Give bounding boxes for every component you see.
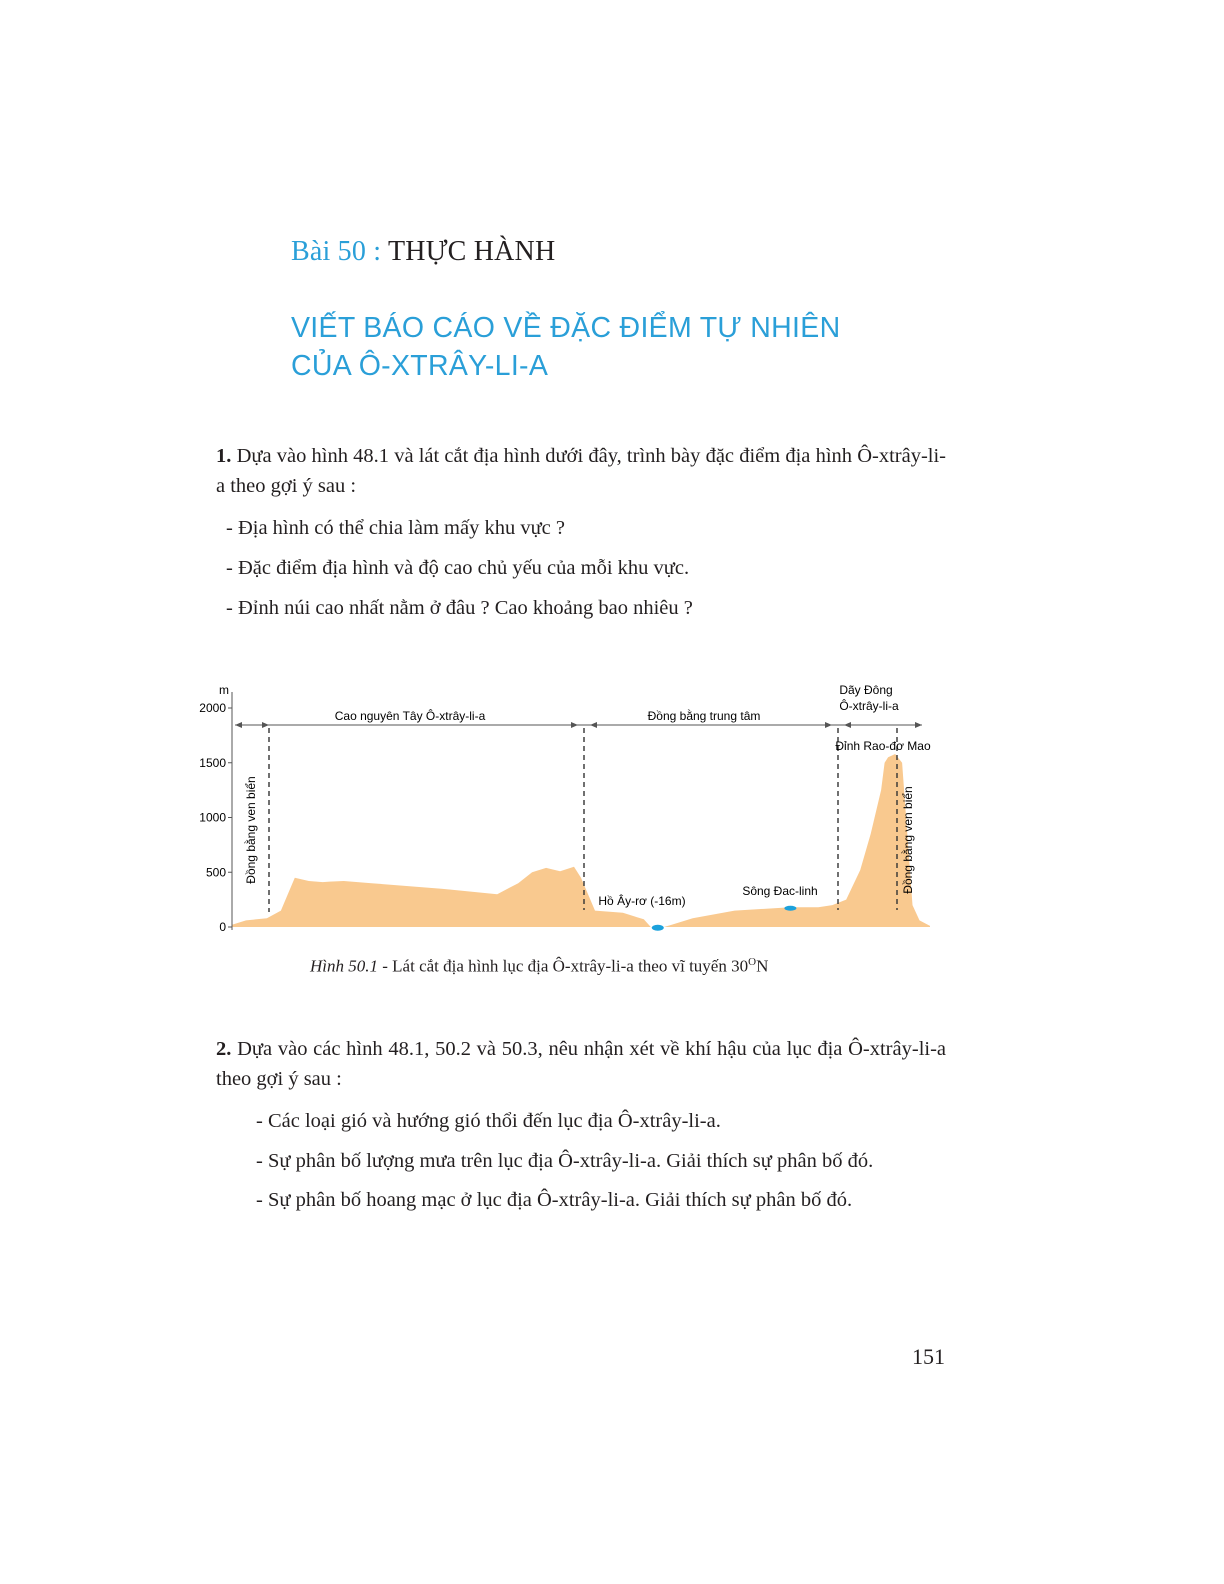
question-1-bullet-1: - Địa hình có thể chia làm mấy khu vực ? [226, 517, 566, 539]
terrain-profile-chart [180, 672, 940, 944]
lesson-separator: : [366, 236, 388, 267]
question-2-bullet-1: - Các loại gió và hướng gió thổi đến lục địa Ô-xtrây-li-a. [256, 1110, 721, 1132]
question-2 [216, 1034, 946, 1094]
lesson-label: THỰC HÀNH [387, 236, 556, 267]
region-arrow-4 [825, 722, 832, 728]
region-arrow-3 [590, 722, 597, 728]
y-tick-label: 2000 [199, 701, 226, 715]
question-2-bullet-3: - Sự phân bố hoang mạc ở lục địa Ô-xtrây-li-a. Giải thích sự phân bố đó. [256, 1189, 853, 1211]
y-axis-unit: m [219, 683, 229, 697]
region-arrow-right [915, 722, 922, 728]
label-darling-river: Sông Đac-linh [742, 884, 818, 898]
label-coastal-plain-west: Đồng bằng ven biển [244, 776, 258, 884]
question-2-number: 2. [216, 1038, 232, 1060]
y-tick-label: 1500 [199, 755, 226, 770]
y-tick-label: 0 [219, 920, 226, 934]
label-central-plain: Đồng bằng trung tâm [647, 709, 761, 723]
lesson-number: Bài 50 [291, 236, 367, 267]
region-arrow-5 [844, 722, 851, 728]
figure-caption [310, 956, 768, 977]
region-arrow-left [235, 722, 242, 728]
region-arrow-2 [571, 722, 578, 728]
lake-eyre-mark [652, 925, 664, 931]
figure-caption-text: - Lát cắt địa hình lục địa Ô-xtrây-li-a theo vĩ tuyến 30 [378, 956, 749, 976]
figure-caption-label: Hình 50.1 [310, 956, 378, 976]
label-western-plateau: Cao nguyên Tây Ô-xtrây-li-a [334, 709, 486, 723]
question-1-bullet-3: - Đỉnh núi cao nhất nằm ở đâu ? Cao khoảng bao nhiêu ? [226, 597, 693, 619]
question-1-text: Dựa vào hình 48.1 và lát cắt địa hình dưới đây, trình bày đặc điểm địa hình Ô-xtrây-li-a theo gợi ý sau : [216, 445, 947, 497]
label-eastern-range-2: Ô-xtrây-li-a [839, 699, 899, 713]
y-tick-label: 1000 [199, 810, 226, 825]
y-tick-label: 500 [205, 865, 226, 880]
lesson-heading [291, 236, 555, 268]
title-line-1: VIẾT BÁO CÁO VỀ ĐẶC ĐIỂM TỰ NHIÊN [291, 312, 841, 344]
region-arrow-1 [262, 722, 269, 728]
question-1 [216, 441, 946, 501]
question-1-bullet-2: - Đặc điểm địa hình và độ cao chủ yếu của mỗi khu vực. [226, 557, 690, 579]
darling-river-mark [784, 906, 796, 911]
page-number: 151 [912, 1344, 945, 1369]
label-eastern-range-1: Dãy Đông [839, 683, 893, 697]
label-coastal-plain-east: Đồng bằng ven biển [901, 786, 915, 894]
question-1-number: 1. [216, 445, 232, 467]
label-lake-eyre: Hồ Ây-rơ (-16m) [598, 894, 686, 908]
question-2-text: Dựa vào các hình 48.1, 50.2 và 50.3, nêu nhận xét về khí hậu của lục địa Ô-xtrây-li-a theo gợi ý sau : [216, 1038, 947, 1090]
terrain-profile-area [232, 754, 930, 929]
label-peak: Đỉnh Rao-đơ Mao [835, 739, 931, 753]
title-line-2: CỦA Ô-XTRÂY-LI-A [291, 350, 549, 382]
figure-caption-end: N [756, 956, 769, 976]
question-2-bullet-2: - Sự phân bố lượng mưa trên lục địa Ô-xtrây-li-a. Giải thích sự phân bố đó. [256, 1150, 874, 1172]
figure-caption-degree: O [748, 956, 757, 968]
